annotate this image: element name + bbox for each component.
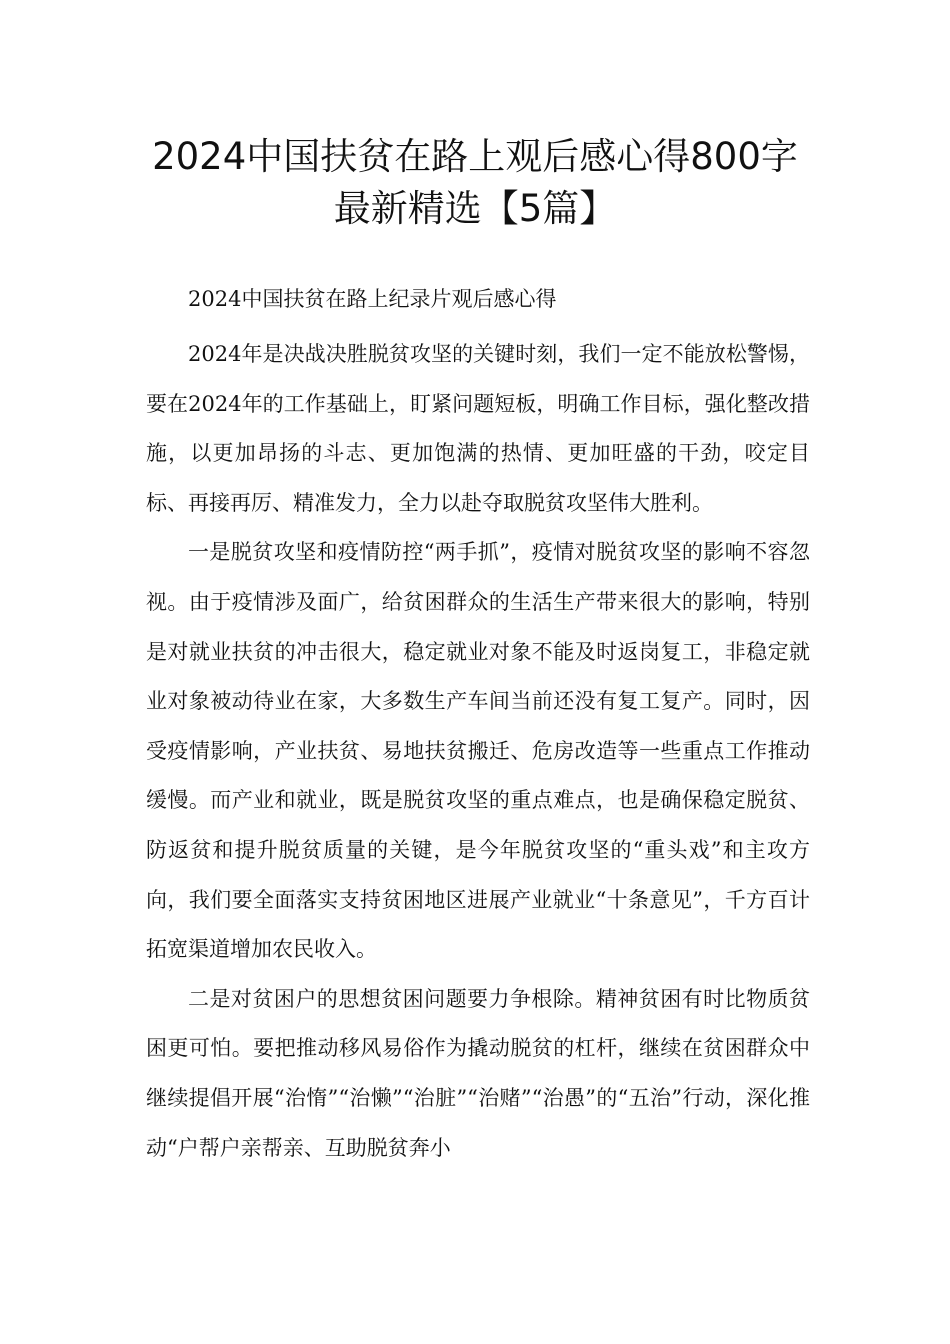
document-body <box>146 330 810 1173</box>
document-title-line-2: 最新精选【5篇】 <box>333 187 617 230</box>
paragraph-2: 一是脱贫攻坚和疫情防控“两手抓”，疫情对脱贫攻坚的影响不容忽视。由于疫情涉及面广，给贫困群众的生活生产带来很大的影响，特别是对就业扶贫的冲击很大，稳定就业对象不能及时返岗复工，非稳定就业对象被动待业在家，大多数生产车间当前还没有复工复产。同时，因受疫情影响，产业扶贫、易地扶贫搬迁、危房改造等一些重点工作推动缓慢。而产业和就业，既是脱贫攻坚的重点难点，也是确保稳定脱贫、防返贫和提升脱贫质量的关键，是今年脱贫攻坚的“重头戏”和主攻方向，我们要全面落实支持贫困地区进展产业就业“十条意见”，千方百计拓宽渠道增加农民收入。 <box>146 540 810 962</box>
paragraph-3: 二是对贫困户的思想贫困问题要力争根除。精神贫困有时比物质贫困更可怕。要把推动移风易俗作为撬动脱贫的杠杆，继续在贫困群众中继续提倡开展“治惰”“治懒”“治脏”“治赌”“治愚”的“五治”行动，深化推动“户帮户亲帮亲、互助脱贫奔小 <box>146 986 810 1160</box>
document-subtitle: 2024中国扶贫在路上纪录片观后感心得 <box>188 287 557 311</box>
document-title-line-1: 2024中国扶贫在路上观后感心得800字 <box>152 135 798 178</box>
paragraph-1: 2024年是决战决胜脱贫攻坚的关键时刻，我们一定不能放松警惕，要在2024年的工作基础上，盯紧问题短板，明确工作目标，强化整改措施，以更加昂扬的斗志、更加饱满的热情、更加旺盛的干劲，咬定目标、再接再厉、精准发力，全力以赴夺取脱贫攻坚伟大胜利。 <box>146 342 810 515</box>
